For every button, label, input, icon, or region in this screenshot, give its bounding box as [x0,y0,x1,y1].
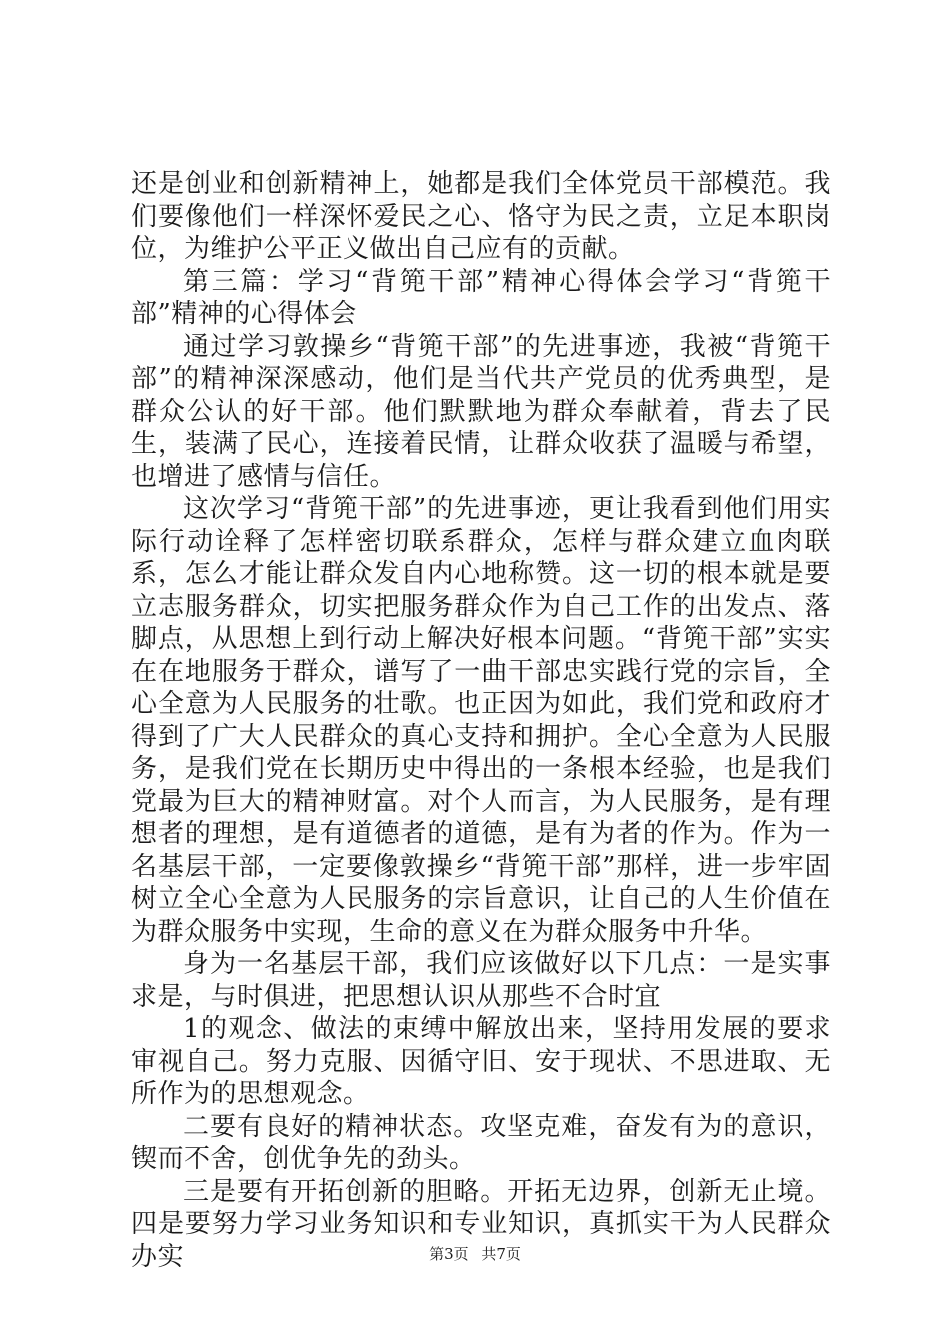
paragraph-5: 1的观念、做法的束缚中解放出来，坚持用发展的要求审视自己。努力克服、因循守旧、安于现状、不思进取、无所作为的思想观念。 [131,1014,831,1109]
paragraph-6: 二要有良好的精神状态。攻坚克难，奋发有为的意识，锲而不舍，创优争先的劲头。 [131,1111,831,1174]
paragraph-4: 身为一名基层干部，我们应该做好以下几点：一是实事求是，与时俱进，把思想认识从那些不合时宜 [131,949,831,1012]
section-heading: 第三篇：学习“背篼干部”精神心得体会学习“背篼干部”精神的心得体会 [131,266,831,329]
paragraph-2: 通过学习敦操乡“背篼干部”的先进事迹，我被“背篼干部”的精神深深感动，他们是当代共产党员的优秀典型，是群众公认的好干部。他们默默地为群众奉献着，背去了民生，装满了民心，连接着民情，让群众收获了温暖与希望，也增进了感情与信任。 [131,331,831,492]
total-pages: 共7页 [481,1245,521,1263]
paragraph-3: 这次学习“背篼干部”的先进事迹，更让我看到他们用实际行动诠释了怎样密切联系群众，怎样与群众建立血肉联系，怎么才能让群众发自内心地称赞。这一切的根本就是要立志服务群众，切实把服务群众作为自己工作的出发点、落脚点，从思想上到行动上解决好根本问题。“背篼干部”实实在在地服务于群众，谱写了一曲干部忠实践行党的宗旨，全心全意为人民服务的壮歌。也正因为如此，我们党和政府才得到了广大人民群众的真心支持和拥护。全心全意为人民服务，是我们党在长期历史中得出的一条根本经验，也是我们党最为巨大的精神财富。对个人而言，为人民服务，是有理想者的理想，是有道德者的道德，是有为者的作为。作为一名基层干部，一定要像敦操乡“背篼干部”那样，进一步牢固树立全心全意为人民服务的宗旨意识，让自己的人生价值在为群众服务中实现，生命的意义在为群众服务中升华。 [131,494,831,947]
page-number: 第3页 [429,1245,469,1263]
paragraph-1: 还是创业和创新精神上，她都是我们全体党员干部模范。我们要像他们一样深怀爱民之心、恪守为民之责，立足本职岗位，为维护公平正义做出自己应有的贡献。 [131,169,831,264]
document-body [131,168,831,1273]
paragraph-7: 三是要有开拓创新的胆略。开拓无边界，创新无止境。四是要努力学习业务知识和专业知识，真抓实干为人民群众办实 [131,1176,831,1272]
page-footer [0,1243,950,1264]
